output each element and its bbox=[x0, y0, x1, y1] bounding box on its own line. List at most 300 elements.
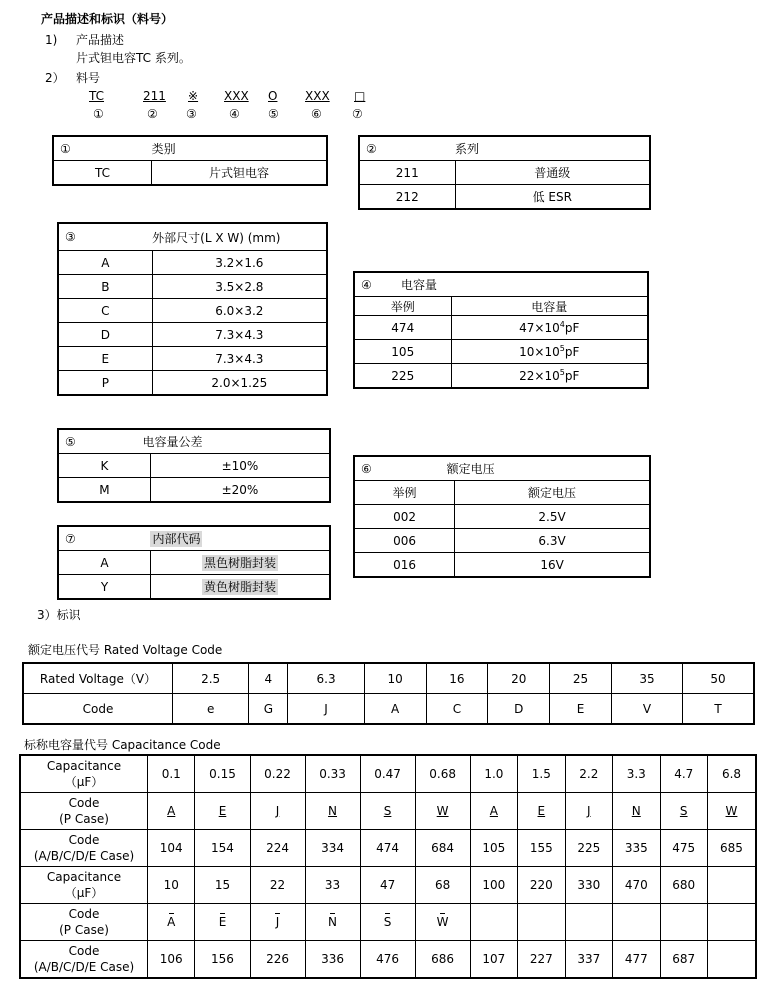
table-cell-text: E bbox=[537, 804, 546, 818]
table-cell bbox=[305, 793, 360, 830]
table-cell-text: 0.33 bbox=[319, 767, 346, 781]
row-label-line-2: (P Case) bbox=[59, 923, 109, 937]
table-cell bbox=[360, 904, 415, 941]
table-cell bbox=[195, 830, 250, 867]
table-cell-text: 684 bbox=[431, 841, 455, 855]
table-cell bbox=[613, 755, 660, 793]
table-row bbox=[58, 454, 330, 478]
table-cell bbox=[148, 830, 195, 867]
table-cell: 211 bbox=[359, 161, 455, 185]
table-cell-text: 0.15 bbox=[209, 767, 236, 781]
table-cell-base: 47×10 bbox=[519, 321, 560, 335]
table-cell-text: 0.22 bbox=[264, 767, 291, 781]
table-cell-text: 330 bbox=[577, 878, 601, 892]
table-cell-text: 104 bbox=[159, 841, 183, 855]
table-cell: 50 bbox=[683, 663, 755, 694]
circled-2: ② bbox=[147, 107, 158, 121]
table-cell-text: 0.1 bbox=[161, 767, 181, 781]
row-label-line-2: (A/B/C/D/E Case) bbox=[33, 960, 135, 974]
table-cell bbox=[470, 867, 517, 904]
row-label-line-1: Capacitance bbox=[46, 758, 122, 773]
code-part-3: ※ bbox=[188, 89, 199, 103]
table-cell-base: 10×10 bbox=[519, 345, 560, 359]
capacitance-code-caption: 标称电容量代号 Capacitance Code bbox=[24, 738, 221, 752]
table-subheader: 举例 bbox=[354, 297, 451, 316]
code-part-1: TC bbox=[89, 89, 105, 103]
table-cell bbox=[360, 755, 415, 793]
table-cell-text: 1.5 bbox=[531, 767, 551, 781]
table-cell: 006 bbox=[354, 529, 455, 553]
table-cell: 20 bbox=[488, 663, 550, 694]
table-cell-text: N bbox=[328, 804, 338, 818]
table-cell-text: A bbox=[489, 804, 498, 818]
table-title bbox=[446, 456, 650, 481]
table-row bbox=[359, 185, 650, 210]
table-cell: A bbox=[58, 251, 152, 275]
table-cell: 474 bbox=[354, 316, 451, 340]
table-cell-text: 22 bbox=[269, 878, 286, 892]
table-cell: e bbox=[173, 694, 249, 725]
table-cell: 6.3V bbox=[455, 529, 650, 553]
table-cell-unit: pF bbox=[564, 369, 580, 383]
table-cell bbox=[415, 830, 470, 867]
section-1-number: 1) bbox=[45, 33, 58, 47]
table-cell: 片式钽电容 bbox=[152, 161, 327, 186]
table-cell bbox=[250, 830, 305, 867]
table-cell bbox=[518, 867, 565, 904]
table-cell-text: 477 bbox=[624, 952, 648, 966]
table-cell bbox=[470, 793, 517, 830]
table-subheader: 额定电压 bbox=[455, 481, 650, 505]
table-cell bbox=[565, 830, 612, 867]
table-row bbox=[354, 553, 650, 578]
table-cell bbox=[415, 793, 470, 830]
row-label: Code bbox=[23, 694, 173, 725]
table-cell bbox=[660, 867, 707, 904]
table-cell bbox=[360, 793, 415, 830]
table-cell bbox=[305, 830, 360, 867]
table-cell-text: A bbox=[167, 915, 176, 929]
table-row bbox=[354, 297, 648, 316]
table-cell: 6.0×3.2 bbox=[152, 299, 327, 323]
row-label bbox=[20, 904, 148, 941]
table-cell-text: 470 bbox=[624, 878, 648, 892]
rated-voltage-caption: 额定电压代号 Rated Voltage Code bbox=[28, 643, 223, 657]
table-cell-text: 334 bbox=[321, 841, 344, 855]
table-cell bbox=[360, 830, 415, 867]
table-cell-text: W bbox=[725, 804, 738, 818]
table-cell: ±10% bbox=[150, 454, 330, 478]
table-number: ③ bbox=[58, 223, 152, 251]
table-title-text: 额定电压 bbox=[446, 462, 495, 476]
table-row bbox=[20, 755, 756, 793]
code-part-6: XXX bbox=[305, 89, 330, 103]
table-cell-text: 156 bbox=[211, 952, 234, 966]
table-title: 系列 bbox=[455, 136, 650, 161]
table-cell bbox=[305, 941, 360, 979]
table-cell-text: 106 bbox=[159, 952, 183, 966]
table-cell: TC bbox=[53, 161, 152, 186]
table-cell bbox=[613, 867, 660, 904]
table-cell bbox=[148, 793, 195, 830]
table-cell bbox=[707, 867, 756, 904]
code-part-7: □ bbox=[354, 89, 366, 103]
table-cell bbox=[660, 793, 707, 830]
row-label bbox=[20, 867, 148, 904]
table-cell bbox=[148, 755, 195, 793]
table-title bbox=[401, 272, 648, 297]
table-cell-text: N bbox=[631, 804, 641, 818]
table-title bbox=[142, 429, 330, 454]
table-cell-text: W bbox=[436, 804, 449, 818]
table-cell bbox=[150, 551, 330, 575]
table-cell: E bbox=[550, 694, 612, 725]
table-cell-text: 3.3 bbox=[626, 767, 646, 781]
table-cell-text: 680 bbox=[672, 878, 696, 892]
table-cell bbox=[660, 755, 707, 793]
table-title-text: 内部代码 bbox=[152, 532, 201, 546]
table-cell-text: 686 bbox=[431, 952, 455, 966]
table-cell-text: 100 bbox=[482, 878, 506, 892]
table-cell-unit: pF bbox=[564, 321, 580, 335]
circled-1: ① bbox=[93, 107, 104, 121]
row-label-line-1: Code bbox=[68, 943, 100, 958]
table-cell-text: 227 bbox=[529, 952, 553, 966]
table-row bbox=[20, 867, 756, 904]
table-cell bbox=[195, 793, 250, 830]
series-table bbox=[358, 135, 651, 210]
table-cell bbox=[415, 867, 470, 904]
table-cell: 3.5×2.8 bbox=[152, 275, 327, 299]
table-row bbox=[20, 904, 756, 941]
table-cell: 2.0×1.25 bbox=[152, 371, 327, 396]
table-cell: T bbox=[683, 694, 755, 725]
table-cell bbox=[565, 867, 612, 904]
table-cell bbox=[707, 904, 756, 941]
table-cell: A bbox=[364, 694, 426, 725]
table-cell: 105 bbox=[354, 340, 451, 364]
table-cell-exponent: 5 bbox=[559, 344, 565, 353]
table-cell-text: W bbox=[436, 915, 449, 929]
table-cell: 低 ESR bbox=[455, 185, 650, 210]
table-row bbox=[354, 340, 648, 364]
table-cell: 7.3×4.3 bbox=[152, 323, 327, 347]
table-row bbox=[354, 481, 650, 505]
table-cell bbox=[250, 755, 305, 793]
table-cell bbox=[518, 793, 565, 830]
table-cell bbox=[707, 941, 756, 979]
table-row bbox=[58, 323, 327, 347]
table-cell: 6.3 bbox=[288, 663, 364, 694]
table-cell-text: E bbox=[218, 804, 227, 818]
table-cell: G bbox=[249, 694, 288, 725]
code-part-2: 211 bbox=[143, 89, 166, 103]
table-cell-text: 10 bbox=[163, 878, 179, 892]
table-cell-text: S bbox=[679, 804, 688, 818]
table-cell: 4 bbox=[249, 663, 288, 694]
table-row bbox=[58, 299, 327, 323]
circled-5: ⑤ bbox=[268, 107, 279, 121]
table-cell: V bbox=[612, 694, 683, 725]
rated-voltage-code-table bbox=[22, 662, 755, 725]
table-cell bbox=[148, 867, 195, 904]
table-cell bbox=[565, 904, 612, 941]
table-cell bbox=[451, 316, 648, 340]
table-cell-text: 226 bbox=[266, 952, 289, 966]
dimension-table bbox=[57, 222, 328, 396]
section-2-number: 2） bbox=[45, 71, 65, 85]
code-part-5: O bbox=[268, 89, 278, 103]
table-cell bbox=[613, 941, 660, 979]
row-label-line-1: Code bbox=[68, 832, 100, 847]
table-cell bbox=[470, 941, 517, 979]
table-cell-text: 黑色树脂封装 bbox=[203, 556, 276, 570]
table-cell: P bbox=[58, 371, 152, 396]
table-cell bbox=[360, 867, 415, 904]
section-2-title: 料号 bbox=[76, 71, 101, 85]
table-cell bbox=[470, 830, 517, 867]
table-cell: 016 bbox=[354, 553, 455, 578]
table-cell-text: 476 bbox=[376, 952, 400, 966]
table-cell-text: 黄色树脂封装 bbox=[203, 580, 276, 594]
table-cell bbox=[707, 830, 756, 867]
table-cell: 7.3×4.3 bbox=[152, 347, 327, 371]
table-cell bbox=[148, 904, 195, 941]
table-cell-exponent: 5 bbox=[559, 368, 565, 377]
table-row bbox=[359, 161, 650, 185]
table-cell bbox=[305, 755, 360, 793]
table-cell-text: 105 bbox=[482, 841, 506, 855]
table-cell bbox=[250, 793, 305, 830]
table-cell: 002 bbox=[354, 505, 455, 529]
table-row bbox=[58, 371, 327, 396]
table-cell bbox=[250, 941, 305, 979]
table-cell bbox=[195, 941, 250, 979]
tolerance-table bbox=[57, 428, 331, 503]
table-cell: 212 bbox=[359, 185, 455, 210]
table-cell bbox=[707, 793, 756, 830]
table-row bbox=[58, 347, 327, 371]
table-row bbox=[354, 364, 648, 389]
table-row bbox=[58, 575, 330, 600]
table-cell-text: J bbox=[587, 804, 591, 818]
row-label-line-2: (A/B/C/D/E Case) bbox=[33, 849, 135, 863]
table-row bbox=[53, 161, 327, 186]
table-cell bbox=[613, 793, 660, 830]
table-row bbox=[354, 529, 650, 553]
table-cell bbox=[451, 340, 648, 364]
rated-voltage-table bbox=[353, 455, 651, 578]
table-cell-text: 0.68 bbox=[429, 767, 456, 781]
table-cell bbox=[565, 755, 612, 793]
table-number: ⑥ bbox=[354, 456, 455, 481]
table-cell-text: 155 bbox=[529, 841, 553, 855]
capacitance-code-table bbox=[19, 754, 757, 979]
table-cell-text: 33 bbox=[324, 878, 341, 892]
table-row bbox=[58, 251, 327, 275]
table-title: 类别 bbox=[152, 136, 327, 161]
page-title: 产品描述和标识（料号） bbox=[41, 12, 174, 26]
table-cell: 16V bbox=[455, 553, 650, 578]
table-cell bbox=[250, 904, 305, 941]
table-cell: 35 bbox=[612, 663, 683, 694]
table-cell-text: 0.47 bbox=[374, 767, 401, 781]
table-cell: J bbox=[288, 694, 364, 725]
internal-code-table bbox=[57, 525, 331, 600]
table-row bbox=[58, 478, 330, 503]
table-row bbox=[20, 793, 756, 830]
table-cell bbox=[518, 830, 565, 867]
table-cell: M bbox=[58, 478, 150, 503]
table-cell: 2.5 bbox=[173, 663, 249, 694]
circled-7: ⑦ bbox=[352, 107, 363, 121]
row-label bbox=[20, 830, 148, 867]
table-cell-text: 687 bbox=[672, 952, 696, 966]
table-cell bbox=[707, 755, 756, 793]
section-1-title: 产品描述 bbox=[76, 33, 125, 47]
table-subheader: 电容量 bbox=[451, 297, 648, 316]
table-cell-text: J bbox=[275, 915, 280, 929]
table-cell: 16 bbox=[426, 663, 488, 694]
table-cell bbox=[518, 904, 565, 941]
table-cell-text: 475 bbox=[672, 841, 696, 855]
table-cell: D bbox=[488, 694, 550, 725]
table-cell bbox=[150, 575, 330, 600]
table-cell: E bbox=[58, 347, 152, 371]
table-row bbox=[23, 663, 754, 694]
table-cell-text: 2.2 bbox=[579, 767, 599, 781]
table-cell-base: 22×10 bbox=[519, 369, 560, 383]
table-cell bbox=[195, 755, 250, 793]
row-label-line-2: （μF） bbox=[64, 775, 104, 789]
table-cell-exponent: 4 bbox=[559, 320, 565, 329]
table-cell: B bbox=[58, 275, 152, 299]
table-number: ⑤ bbox=[58, 429, 150, 454]
table-row bbox=[20, 941, 756, 979]
table-cell-text: 335 bbox=[624, 841, 648, 855]
row-label-line-1: Code bbox=[68, 906, 100, 921]
table-row bbox=[354, 505, 650, 529]
table-cell-text: 225 bbox=[577, 841, 601, 855]
table-cell: C bbox=[426, 694, 488, 725]
table-cell-text: 220 bbox=[529, 878, 553, 892]
circled-4: ④ bbox=[229, 107, 240, 121]
table-cell-text: 685 bbox=[720, 841, 743, 855]
table-cell: 25 bbox=[550, 663, 612, 694]
table-number: ⑦ bbox=[58, 526, 150, 551]
table-cell-text: 154 bbox=[211, 841, 234, 855]
table-title-text: 电容量 bbox=[401, 278, 438, 292]
row-label-line-1: Code bbox=[68, 795, 100, 810]
table-cell bbox=[415, 941, 470, 979]
table-cell-unit: pF bbox=[564, 345, 580, 359]
table-cell bbox=[613, 830, 660, 867]
table-number: ① bbox=[53, 136, 152, 161]
table-row bbox=[58, 275, 327, 299]
category-table bbox=[52, 135, 328, 186]
table-subheader: 举例 bbox=[354, 481, 455, 505]
table-cell-text: 47 bbox=[379, 878, 396, 892]
table-cell: 普通级 bbox=[455, 161, 650, 185]
table-cell bbox=[518, 755, 565, 793]
row-label bbox=[20, 941, 148, 979]
table-cell-text: N bbox=[328, 915, 338, 929]
table-cell bbox=[195, 904, 250, 941]
table-row bbox=[20, 830, 756, 867]
table-cell-text: S bbox=[383, 804, 392, 818]
table-cell-text: 6.8 bbox=[721, 767, 742, 781]
table-cell: C bbox=[58, 299, 152, 323]
table-cell: 3.2×1.6 bbox=[152, 251, 327, 275]
table-cell bbox=[660, 941, 707, 979]
table-row bbox=[58, 551, 330, 575]
table-cell-text: 337 bbox=[577, 952, 601, 966]
table-cell: 2.5V bbox=[455, 505, 650, 529]
table-cell-text: S bbox=[383, 915, 392, 929]
table-cell bbox=[565, 941, 612, 979]
section-1-description: 片式钽电容TC 系列。 bbox=[76, 51, 191, 65]
row-label-line-1: Capacitance bbox=[46, 869, 122, 884]
table-cell: D bbox=[58, 323, 152, 347]
row-label-line-2: (P Case) bbox=[59, 812, 109, 826]
table-cell bbox=[305, 904, 360, 941]
row-label: Rated Voltage（V） bbox=[23, 663, 173, 694]
table-cell bbox=[360, 941, 415, 979]
table-cell-text: 4.7 bbox=[674, 767, 694, 781]
table-cell-text: 15 bbox=[214, 878, 231, 892]
table-cell-text: 107 bbox=[482, 952, 506, 966]
table-cell-text: A bbox=[167, 804, 176, 818]
table-number: ② bbox=[359, 136, 455, 161]
table-cell bbox=[415, 904, 470, 941]
circled-6: ⑥ bbox=[311, 107, 322, 121]
table-cell-text: J bbox=[275, 804, 280, 818]
table-row bbox=[354, 316, 648, 340]
table-cell-text: 474 bbox=[376, 841, 400, 855]
table-cell bbox=[195, 867, 250, 904]
table-cell bbox=[451, 364, 648, 389]
table-cell: 10 bbox=[364, 663, 426, 694]
table-cell bbox=[660, 904, 707, 941]
table-cell: A bbox=[58, 551, 150, 575]
table-cell bbox=[470, 755, 517, 793]
table-cell bbox=[148, 941, 195, 979]
table-cell-text: 336 bbox=[321, 952, 344, 966]
circled-3: ③ bbox=[186, 107, 197, 121]
table-number: ④ bbox=[354, 272, 451, 297]
table-cell bbox=[660, 830, 707, 867]
table-cell: Y bbox=[58, 575, 150, 600]
table-cell: K bbox=[58, 454, 150, 478]
table-title bbox=[150, 526, 330, 551]
code-part-4: XXX bbox=[224, 89, 249, 103]
table-title-text: 电容量公差 bbox=[142, 435, 203, 449]
table-cell bbox=[613, 904, 660, 941]
table-title: 外部尺寸(L X W) (mm) bbox=[152, 223, 327, 251]
row-label bbox=[20, 793, 148, 830]
table-row bbox=[23, 694, 754, 725]
table-cell bbox=[565, 793, 612, 830]
row-label bbox=[20, 755, 148, 793]
table-cell-text: 1.0 bbox=[484, 767, 504, 781]
table-cell bbox=[250, 867, 305, 904]
table-cell-text: 224 bbox=[266, 841, 289, 855]
table-cell bbox=[470, 904, 517, 941]
table-cell bbox=[518, 941, 565, 979]
table-cell-text: 68 bbox=[434, 878, 451, 892]
table-cell: 225 bbox=[354, 364, 451, 389]
capacitance-table bbox=[353, 271, 649, 389]
